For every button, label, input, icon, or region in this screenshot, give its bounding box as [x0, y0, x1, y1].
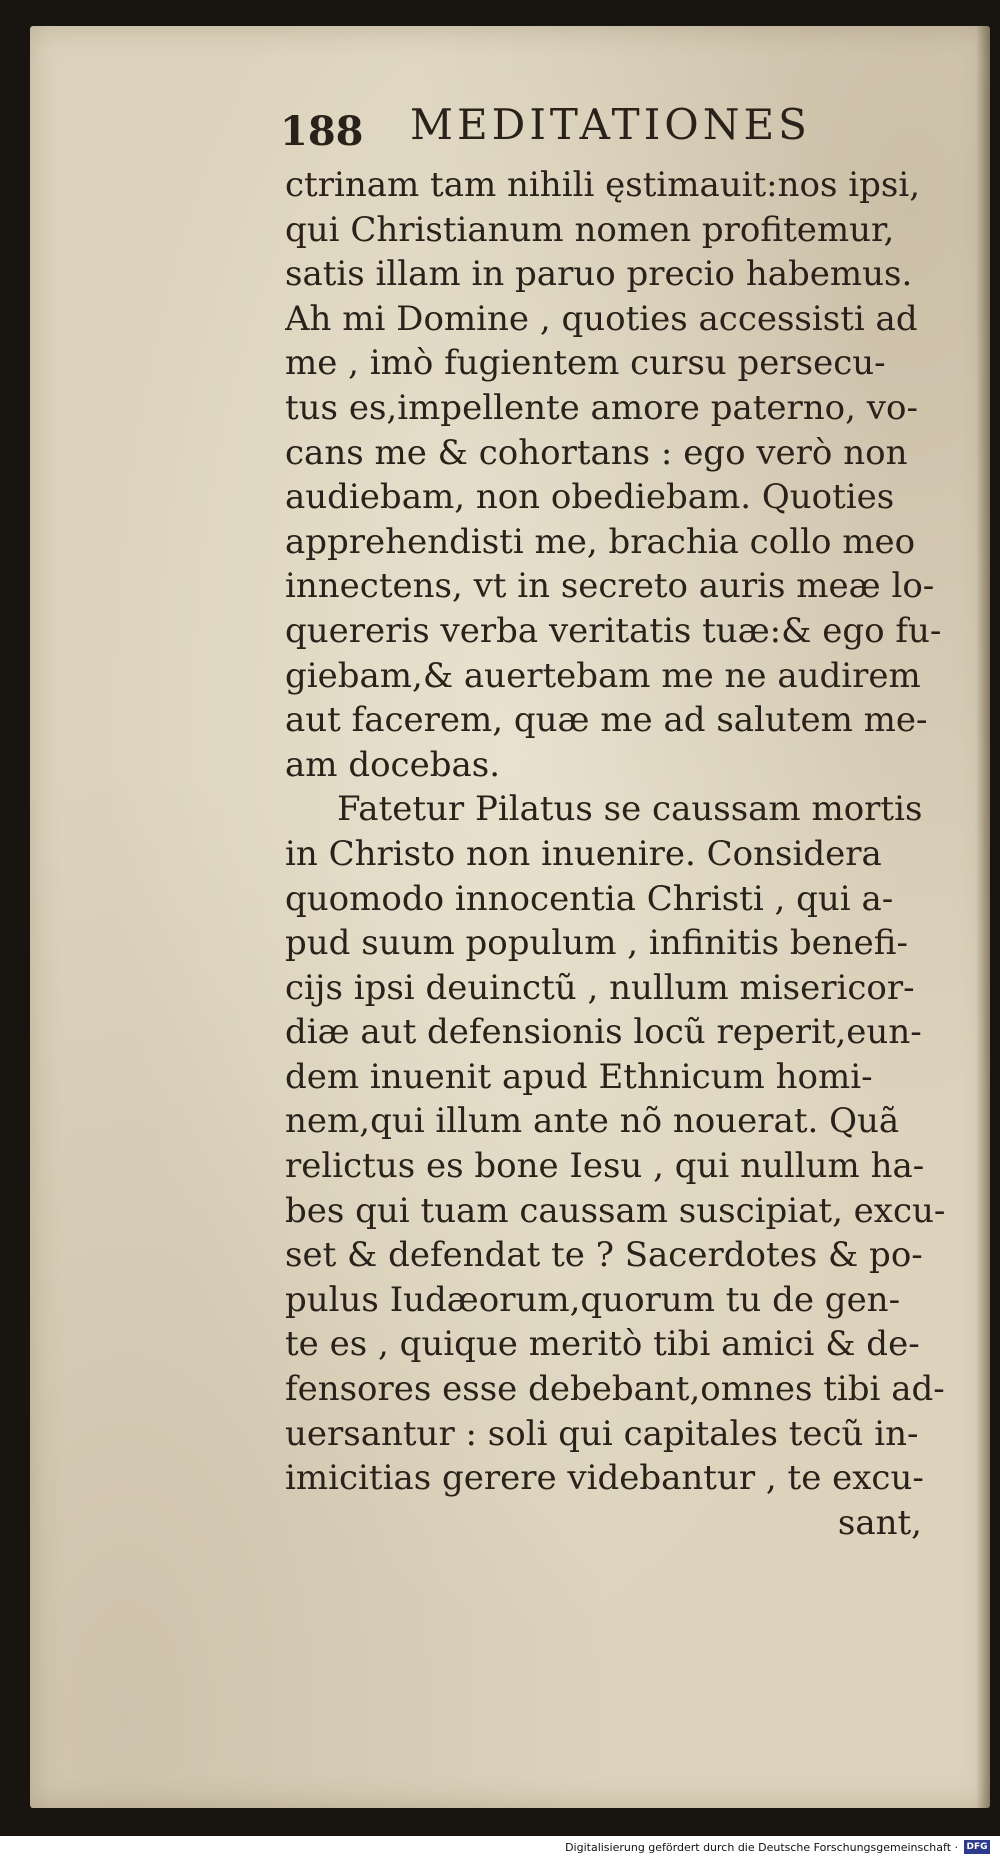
page-number: 188	[280, 108, 364, 155]
text-line: ctrinam tam nihili ęstimauit:nos ipsi,	[285, 165, 921, 205]
catchword: sant,	[837, 1502, 922, 1543]
text-line: pulus Iudæorum,quorum tu de gen-	[285, 1279, 901, 1320]
running-title: MEDITATIONES	[410, 100, 811, 149]
body-text	[285, 163, 950, 1545]
page-edge-shadow	[976, 26, 990, 1808]
text-line: te es , quique meritò tibi amici & de-	[285, 1324, 920, 1365]
text-line: bes qui tuam caussam suscipiat, excu-	[285, 1190, 946, 1231]
text-line: innectens, vt in secreto auris meæ lo-	[285, 566, 935, 607]
text-line: apprehendisti me, brachia collo meo	[285, 521, 916, 562]
text-line: dem inuenit apud Ethnicum homi-	[285, 1056, 873, 1097]
text-line: pud suum populum , infinitis benefi-	[285, 923, 908, 964]
text-line: giebam,& auertebam me ne audirem	[285, 655, 921, 696]
text-line: cijs ipsi deuinctũ , nullum misericor-	[285, 967, 915, 1008]
text-line: audiebam, non obediebam. Quoties	[285, 477, 895, 518]
text-line: nem,qui illum ante nõ nouerat. Quã	[285, 1101, 900, 1142]
text-line: fensores esse debebant,omnes tibi ad-	[285, 1369, 945, 1410]
funding-credit: Digitalisierung gefördert durch die Deutsche Forschungsgemeinschaft ·	[565, 1841, 958, 1854]
text-line: satis illam in paruo precio habemus.	[285, 254, 913, 295]
text-line: uersantur : soli qui capitales tecũ in-	[285, 1413, 919, 1454]
text-line: diæ aut defensionis locũ reperit,eun-	[285, 1012, 922, 1053]
text-line: set & defendat te ? Sacerdotes & po-	[285, 1235, 923, 1276]
dfg-logo: DFG	[964, 1840, 990, 1854]
text-line: cans me & cohortans : ego verò non	[285, 432, 908, 473]
page-header	[250, 100, 910, 160]
text-line: qui Christianum nomen profitemur,	[285, 209, 895, 250]
text-line: me , imò fugientem cursu persecu-	[285, 343, 886, 384]
text-line: imicitias gerere videbantur , te excu-	[285, 1458, 924, 1499]
text-line: quereris verba veritatis tuæ:& ego fu-	[285, 610, 942, 651]
text-line: quomodo innocentia Christi , qui a-	[285, 878, 894, 919]
text-line: aut facerem, quæ me ad salutem me-	[285, 700, 928, 741]
text-line: tus es,impellente amore paterno, vo-	[285, 387, 918, 428]
text-line: in Christo non inuenire. Considera	[285, 833, 882, 874]
text-line: am docebas.	[285, 744, 501, 785]
text-line: Ah mi Domine , quoties accessisti ad	[285, 298, 918, 339]
paragraph-start-line: Fatetur Pilatus se caussam mortis	[337, 789, 923, 830]
text-line: relictus es bone Iesu , qui nullum ha-	[285, 1146, 925, 1187]
digitization-footer	[0, 1836, 1000, 1861]
